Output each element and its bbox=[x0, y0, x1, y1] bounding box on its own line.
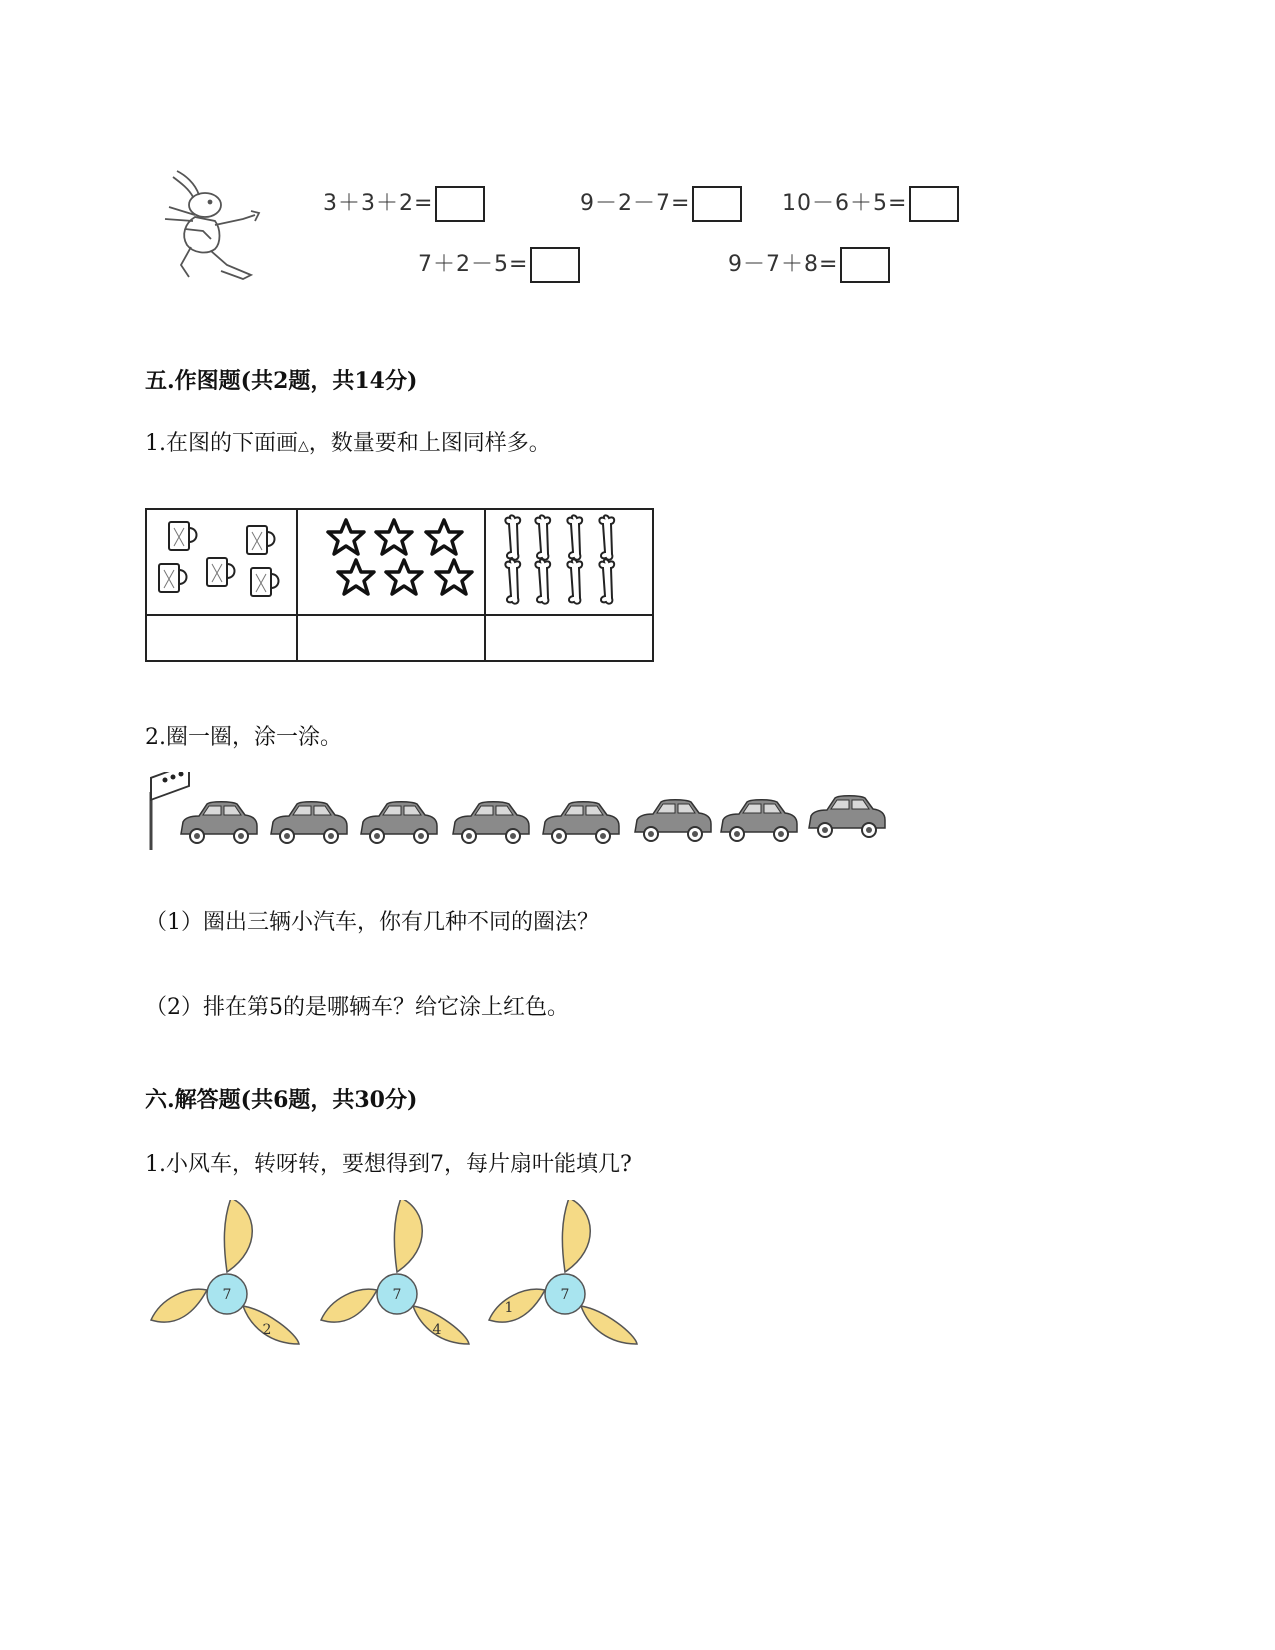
answer-cell[interactable] bbox=[297, 615, 485, 661]
windmill-2-hub-label: 7 bbox=[392, 1287, 402, 1303]
traffic-sign-icon bbox=[151, 772, 189, 850]
equation-4: 7＋2－5= bbox=[418, 247, 580, 283]
equation-1: 3＋3＋2= bbox=[323, 186, 485, 222]
windmill-3 bbox=[489, 1200, 637, 1344]
answer-box[interactable] bbox=[530, 247, 580, 283]
car-icon bbox=[721, 800, 797, 841]
equation-3: 10－6＋5= bbox=[782, 186, 959, 222]
windmill-2-right-label: 4 bbox=[432, 1322, 442, 1338]
rabbit-illustration bbox=[155, 165, 275, 285]
windmill-3-left-label: 1 bbox=[504, 1300, 514, 1316]
sub-question-1: （1）圈出三辆小汽车，你有几种不同的圈法？ bbox=[145, 910, 599, 935]
car-icon bbox=[453, 802, 529, 843]
car-icon bbox=[271, 802, 347, 843]
picture-table bbox=[145, 508, 654, 662]
question-text: 1.小风车，转呀转，要想得到7，每片扇叶能填几? bbox=[145, 1152, 632, 1177]
answer-box[interactable] bbox=[909, 186, 959, 222]
answer-box[interactable] bbox=[435, 186, 485, 222]
cups-cell bbox=[146, 509, 297, 615]
answer-cell[interactable] bbox=[146, 615, 297, 661]
cups-illustration bbox=[147, 510, 296, 610]
answer-box[interactable] bbox=[692, 186, 742, 222]
section-heading: 六.解答题(共6题，共30分) bbox=[145, 1087, 418, 1113]
cars-illustration bbox=[145, 772, 895, 854]
question-text: 2.圈一圈，涂一涂。 bbox=[145, 725, 342, 750]
equation-5: 9－7＋8= bbox=[728, 247, 890, 283]
car-icon bbox=[809, 796, 885, 837]
stars-illustration bbox=[298, 510, 484, 610]
car-icon bbox=[543, 802, 619, 843]
car-icon bbox=[635, 800, 711, 841]
windmill-2 bbox=[321, 1200, 469, 1344]
question-text: 1.在图的下面画△，数量要和上图同样多。 bbox=[145, 431, 551, 456]
car-icon bbox=[181, 802, 257, 843]
equation-2: 9－2－7= bbox=[580, 186, 742, 222]
bones-illustration bbox=[486, 510, 652, 610]
stars-cell bbox=[297, 509, 485, 615]
windmill-1-right-label: 2 bbox=[262, 1322, 272, 1338]
windmill-3-hub-label: 7 bbox=[560, 1287, 570, 1303]
triangle-icon: △ bbox=[298, 438, 309, 454]
windmill-1 bbox=[151, 1200, 299, 1344]
section-heading: 五.作图题(共2题，共14分) bbox=[145, 368, 418, 394]
bones-cell bbox=[485, 509, 653, 615]
sub-question-2: （2）排在第5的是哪辆车？给它涂上红色。 bbox=[145, 995, 569, 1020]
answer-box[interactable] bbox=[840, 247, 890, 283]
windmill-1-hub-label: 7 bbox=[222, 1287, 232, 1303]
windmills-illustration bbox=[145, 1200, 655, 1360]
car-icon bbox=[361, 802, 437, 843]
answer-cell[interactable] bbox=[485, 615, 653, 661]
